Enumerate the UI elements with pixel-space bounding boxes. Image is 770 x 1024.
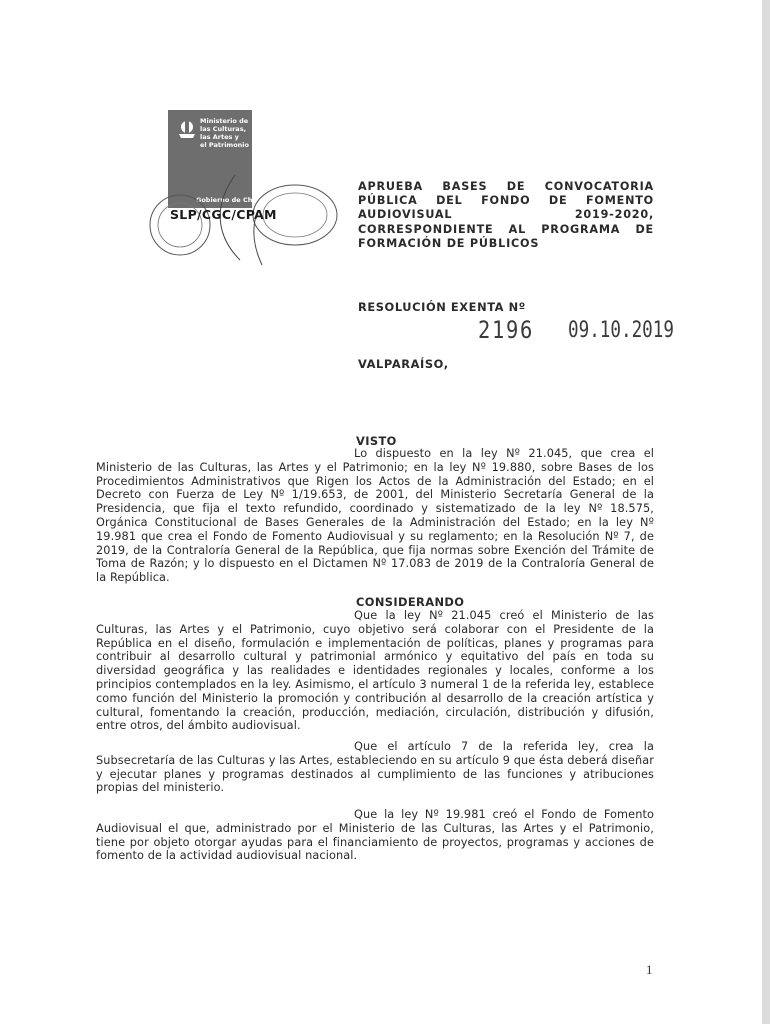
title-line: CORRESPONDIENTE AL PROGRAMA DE: [358, 222, 654, 236]
resolution-label: RESOLUCIÓN EXENTA Nº: [358, 300, 526, 314]
visto-heading: VISTO: [356, 434, 397, 448]
document-title: [358, 180, 654, 251]
page-number: 1: [646, 962, 653, 977]
page-edge-shadow: [762, 0, 770, 1024]
considerando-text: Que el artículo 7 de la referida ley, crea la Subsecretaría de las Culturas y las Artes, estableciendo en su artículo 9 que ésta deberá diseñar y ejecutar planes y programas destinados al cumplimiento de las funciones y atribuciones propias del ministerio.: [96, 740, 654, 795]
title-line: AUDIOVISUAL 2019-2020,: [358, 208, 654, 222]
considerando-paragraph-2: [96, 740, 654, 795]
resolution-date: 09.10.2019: [568, 318, 674, 343]
considerando-text: Que la ley Nº 19.981 creó el Fondo de Fomento Audiovisual el que, administrado por el Ministerio de las Culturas, las Artes y el Patrimonio, tiene por objeto otorgar ayudas para el financiamiento de proyectos, programas y acciones de fomento de la actividad audiovisual nacional.: [96, 808, 654, 863]
considerando-paragraph-3: [96, 808, 654, 863]
stamp-code: SLP/CGC/CPAM: [170, 207, 277, 222]
title-line: APRUEBA BASES DE CONVOCATORIA: [358, 180, 654, 193]
logo-footer-text: Gobierno de Chile: [196, 196, 262, 204]
resolution-number: 2196: [478, 316, 534, 344]
considerando-paragraph-1: [96, 609, 654, 733]
visto-paragraph: [96, 447, 654, 585]
logo-text: Ministerio de las Culturas, las Artes y el Patrimonio: [200, 117, 249, 149]
title-line: PÚBLICA DEL FONDO DE FOMENTO: [358, 194, 654, 208]
title-line: FORMACIÓN DE PÚBLICOS: [358, 236, 540, 250]
place-label: VALPARAÍSO,: [358, 357, 449, 371]
visto-text: Lo dispuesto en la ley Nº 21.045, que crea el Ministerio de las Culturas, las Artes y el Patrimonio; en la ley Nº 19.880, sobre Bases de los Procedimientos Administrativos que Rigen los Actos de la Administración del Estado; en el Decreto con Fuerza de Ley Nº 1/19.653, de 2001, del Ministerio Secretaría General de la Presidencia, que fija el texto refundido, coordinado y sistematizado de la ley Nº 18.575, Orgánica Constitucional de Bases Generales de la Administración del Estado; en la ley Nº 19.981 que crea el Fondo de Fomento Audiovisual y su reglamento; en la Resolución Nº 7, de 2019, de la Contraloría General de la República, que fija normas sobre Exención del Trámite de Toma de Razón; y lo dispuesto en el Dictamen Nº 17.083 de 2019 de la Contraloría General de la República.: [96, 447, 654, 585]
coat-of-arms-icon: [176, 118, 198, 140]
considerando-text: Que la ley Nº 21.045 creó el Ministerio de las Culturas, las Artes y el Patrimonio, cuyo objetivo será colaborar con el Presidente de la República en el diseño, formulación e implementación de políticas, planes y programas para contribuir al desarrollo cultural y patrimonial armónico y equitativo del país en toda su diversidad geográfica y las realidades e identidades regionales y locales, conforme a los principios contemplados en la ley. Asimismo, el artículo 3 numeral 1 de la referida ley, establece como función del Ministerio la promoción y contribución al desarrollo de la creación artística y cultural, fomentando la creación, producción, mediación, circulación, distribución y difusión, entre otros, del ámbito audiovisual.: [96, 609, 654, 733]
considerando-heading: CONSIDERANDO: [356, 595, 465, 609]
